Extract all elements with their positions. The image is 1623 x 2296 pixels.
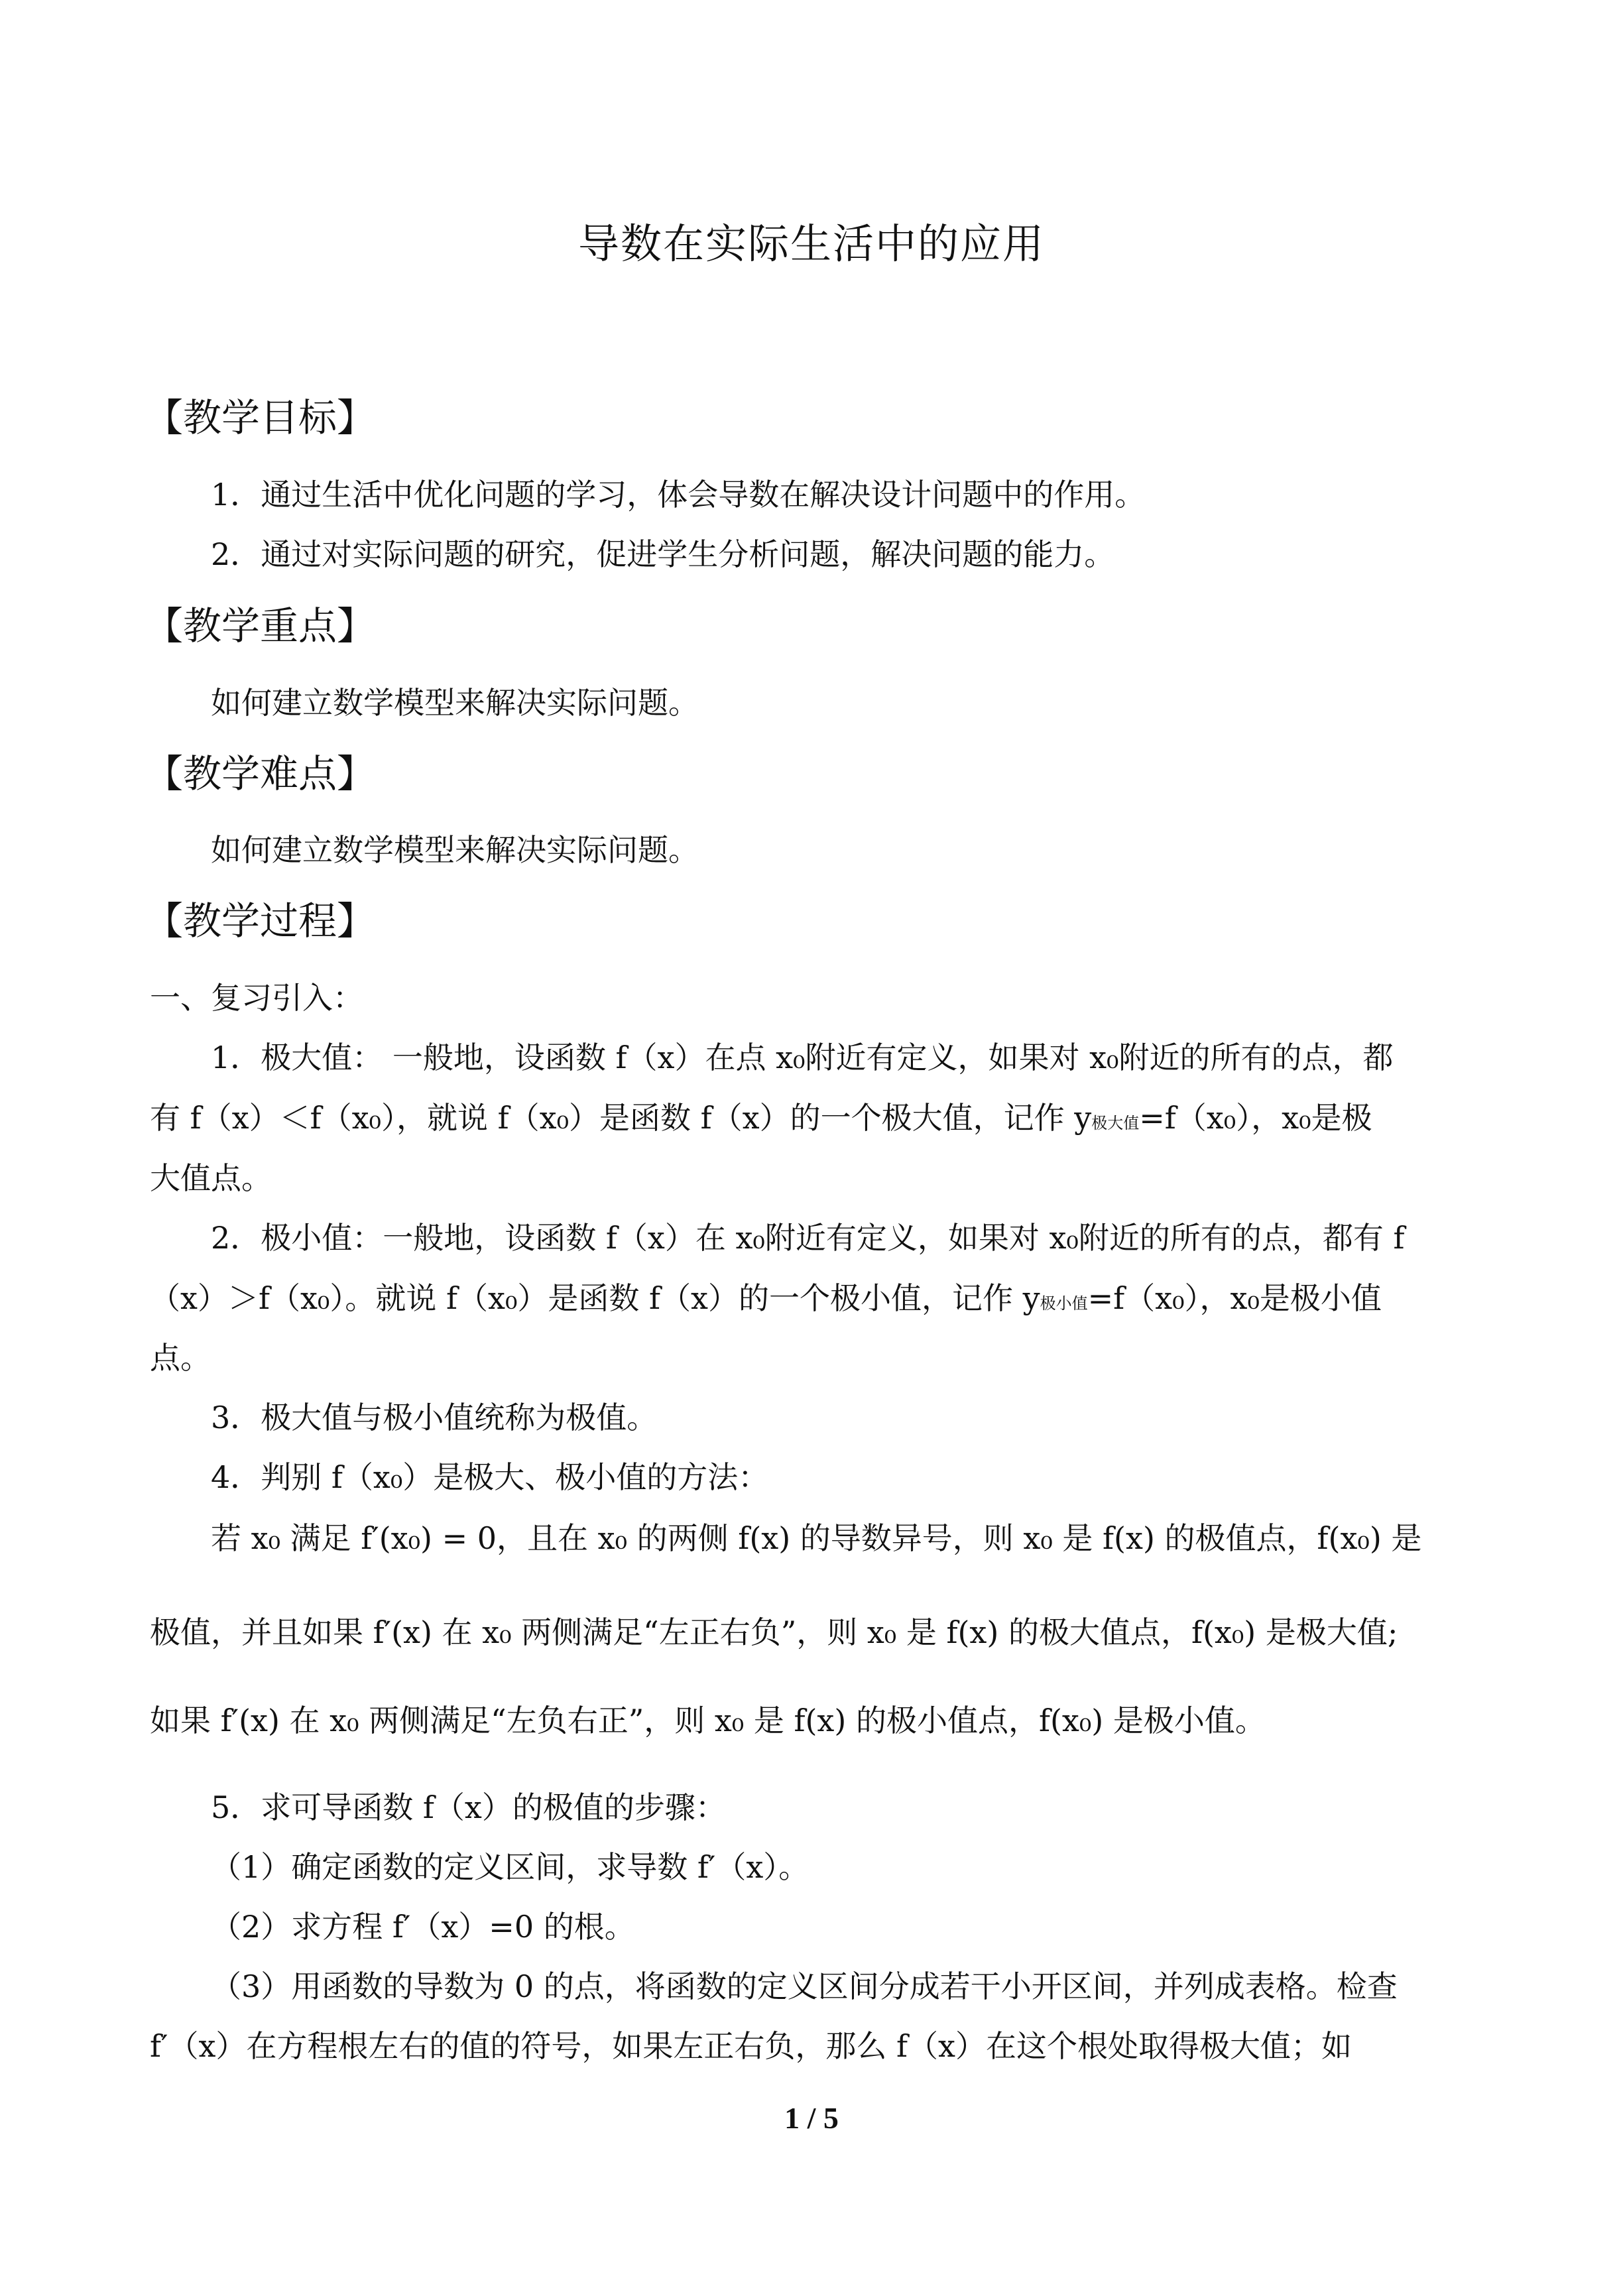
difficulty-text: 如何建立数学模型来解决实际问题。 — [211, 832, 699, 868]
step-3-line-1: （3）用函数的导数为 0 的点，将函数的定义区间分成若干小开区间，并列成表格。检查 — [211, 1968, 1398, 2004]
heading-teaching-process: 【教学过程】 — [145, 898, 376, 943]
page-number: 1 / 5 — [784, 2101, 839, 2135]
criterion-line-3: 如果 f′(x) 在 x₀ 两侧满足“左负右正”，则 x₀ 是 f(x) 的极小值点，f(x₀) 是极小值。 — [150, 1703, 1266, 1738]
heading-key-points: 【教学重点】 — [145, 603, 376, 648]
max-value-line-2: 有 f（x）＜f（x₀），就说 f（x₀）是函数 f（x）的一个极大值，记作 y极大值=f（x₀），x₀是极 — [150, 1100, 1372, 1136]
step-2: （2）求方程 f′（x）=0 的根。 — [211, 1909, 635, 1945]
steps-title: 5．求可导函数 f（x）的极值的步骤： — [211, 1789, 726, 1825]
page-title: 导数在实际生活中的应用 — [577, 219, 1045, 268]
heading-teaching-goals: 【教学目标】 — [145, 395, 376, 440]
heading-difficulties: 【教学难点】 — [145, 751, 376, 796]
criterion-line-2: 极值，并且如果 f′(x) 在 x₀ 两侧满足“左正右负”，则 x₀ 是 f(x) 的极大值点，f(x₀) 是极大值; — [150, 1614, 1398, 1650]
section-review-intro: 一、复习引入： — [150, 980, 363, 1016]
goal-item-1: 1．通过生活中优化问题的学习，体会导数在解决设计问题中的作用。 — [211, 477, 1146, 513]
min-value-line-3: 点。 — [150, 1340, 211, 1376]
min-value-line-2: （x）＞f（x₀）。就说 f（x₀）是函数 f（x）的一个极小值，记作 y极小值=f（x₀），x₀是极小值 — [150, 1280, 1382, 1316]
extremum-definition: 3．极大值与极小值统称为极值。 — [211, 1400, 658, 1435]
step-3-line-2: f′（x）在方程根左右的值的符号，如果左正右负，那么 f（x）在这个根处取得极大值；如 — [150, 2028, 1352, 2064]
goal-item-2: 2．通过对实际问题的研究，促进学生分析问题，解决问题的能力。 — [211, 536, 1115, 572]
key-point-text: 如何建立数学模型来解决实际问题。 — [211, 685, 699, 721]
extremum-criterion-title: 4．判别 f（x₀）是极大、极小值的方法： — [211, 1459, 769, 1495]
criterion-line-1: 若 x₀ 满足 f′(x₀) = 0，且在 x₀ 的两侧 f(x) 的导数异号，则 x₀ 是 f(x) 的极值点，f(x₀) 是 — [211, 1520, 1422, 1556]
max-value-line-3: 大值点。 — [150, 1160, 272, 1196]
max-value-line-1: 1．极大值： 一般地，设函数 f（x）在点 x₀附近有定义，如果对 x₀附近的所有的点，都 — [211, 1040, 1394, 1075]
min-value-line-1: 2．极小值：一般地，设函数 f（x）在 x₀附近有定义，如果对 x₀附近的所有的点，都有 f — [211, 1220, 1405, 1256]
step-1: （1）确定函数的定义区间，求导数 f′（x）。 — [211, 1849, 810, 1885]
